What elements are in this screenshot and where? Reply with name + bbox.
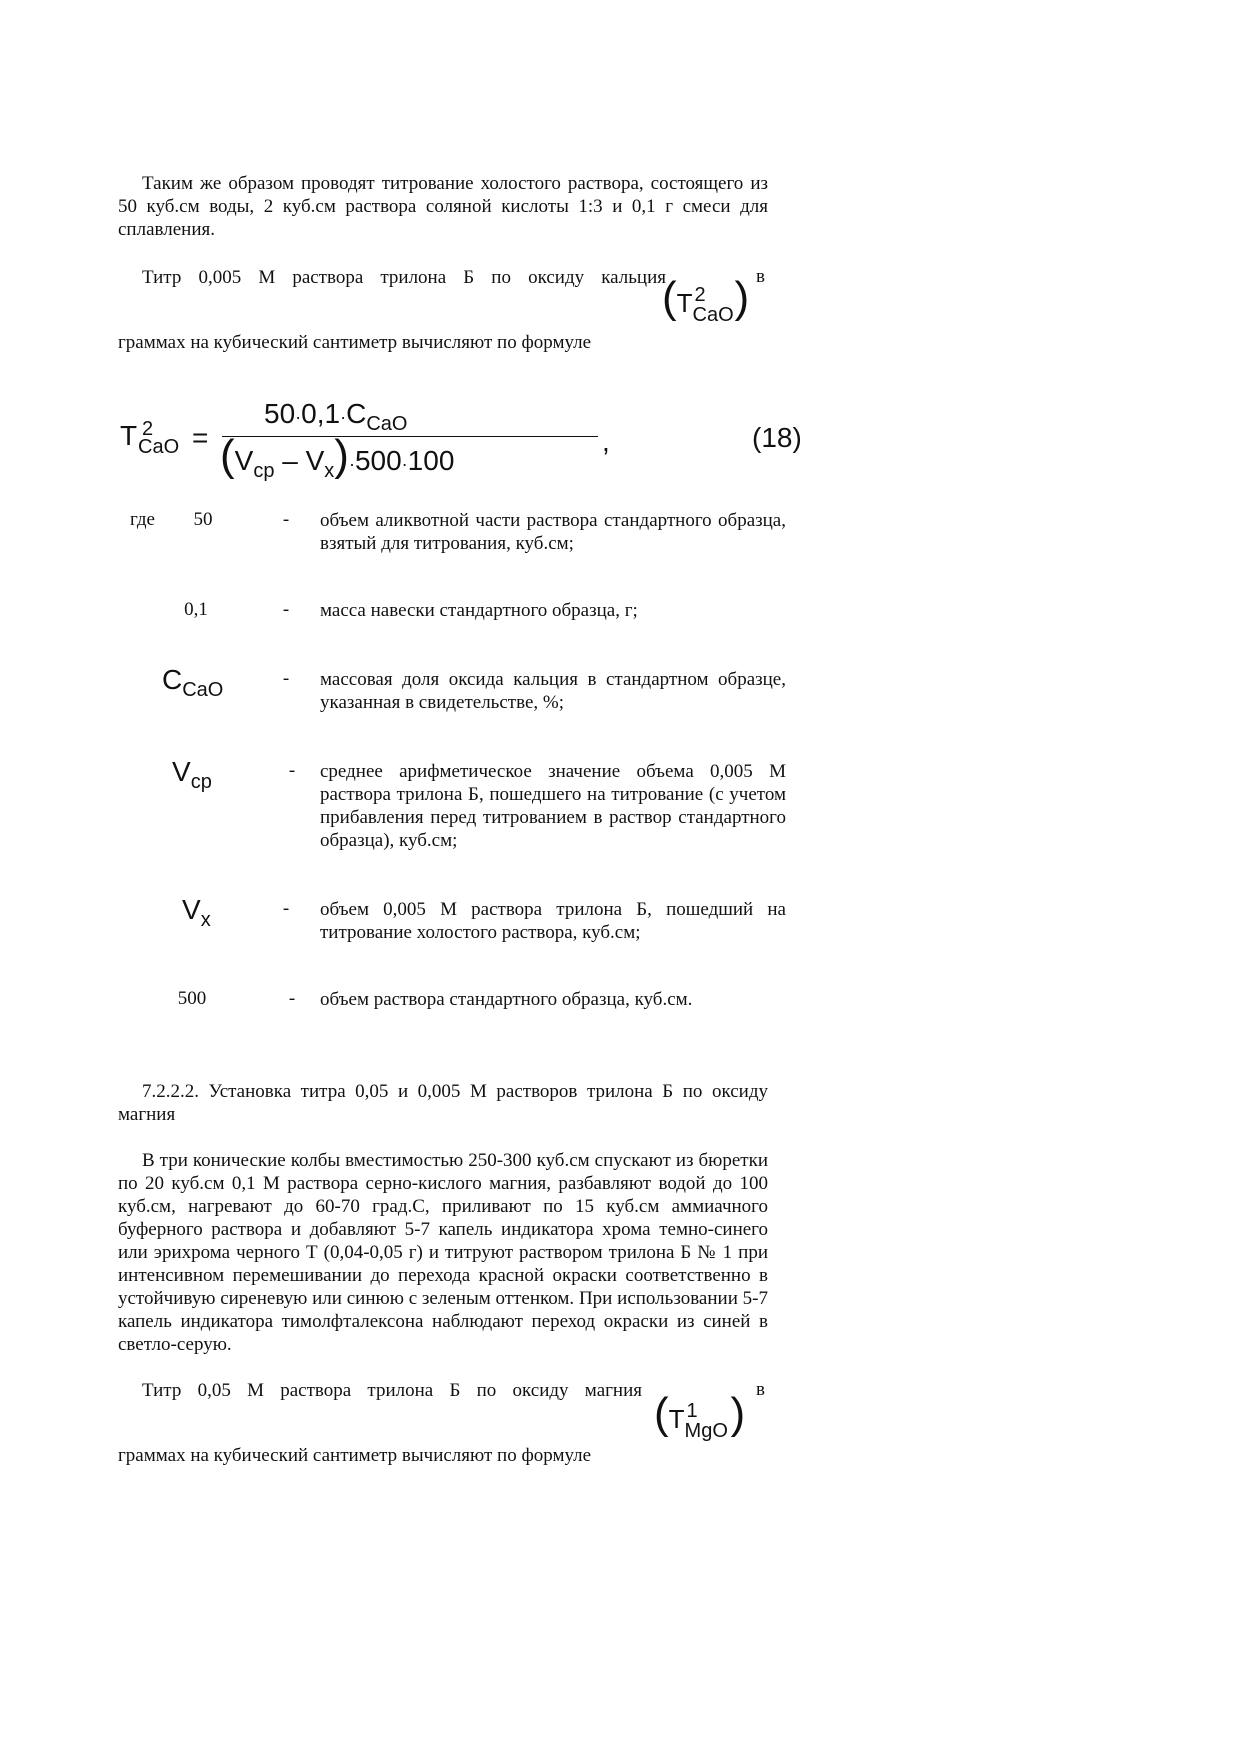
term-v-cp: Vcp <box>172 756 212 793</box>
term-dash: - <box>282 509 290 530</box>
titre-cao-lead: Титр 0,005 М раствора трилона Б по оксиду кальция <box>142 267 666 288</box>
desc-mass: масса навески стандартного образца, г; <box>320 600 638 621</box>
term-50: 50 <box>193 509 213 530</box>
where-label: где <box>130 509 155 530</box>
term-dash: - <box>282 599 290 620</box>
formula-denominator: (Vcp – Vx)·500·100 <box>220 431 455 482</box>
paragraph-procedure: В три конические колбы вместимостью 250-300 куб.см спускают из бюретки по 20 куб.см 0,1 М раствора серно-кислого магния, разбавляют водой до 100 куб.см, нагревают до 60-70 град.С, приливают по 15 куб.см аммиачного буферного раствора и добавляют 5-7 капель индикатора хрома темно-синего или эрихрома черного Т (0,04-0,05 г) и титруют раствором трилона Б № 1 при интенсивном перемешивании до перехода красной окраски соответственно в устойчивую сиреневую или синюю с зеленым оттенком. При использовании 5-7 капель индикатора тимолфталексона наблюдают переход окраски из синей в светло-серую. <box>118 1150 768 1355</box>
equation-number: (18) <box>752 422 802 453</box>
symbol-t1-mgo: (T 1 MgO ) <box>654 1389 746 1442</box>
term-dash: - <box>288 760 296 781</box>
superscript-2: 2 <box>694 284 706 306</box>
subscript-mgo: MgO <box>684 1420 728 1442</box>
word-in: в <box>756 266 765 287</box>
term-500: 500 <box>177 988 207 1009</box>
formula-lhs-sup: 2 <box>142 418 154 440</box>
titre-mgo-lead: Титр 0,05 М раствора трилона Б по оксиду магния <box>142 1380 642 1401</box>
term-0-1: 0,1 <box>184 599 208 620</box>
desc-v-x: объем 0,005 М раствора трилона Б, пошедший на титрование холостого раствора, куб.см; <box>320 899 786 943</box>
term-v-x: Vx <box>182 894 211 931</box>
term-dash: - <box>282 898 290 919</box>
formula-lhs: T <box>120 420 138 451</box>
subscript-cao: CaO <box>692 304 734 326</box>
superscript-1: 1 <box>686 1400 698 1422</box>
paragraph-tail: граммах на кубический сантиметр вычисляют по формуле <box>118 1445 592 1466</box>
formula-lhs-sub: CaO <box>138 436 180 458</box>
symbol-t: T <box>676 288 693 318</box>
symbol-t2-cao: (T 2 CaO ) <box>662 273 750 326</box>
desc-cao-fraction: массовая доля оксида кальция в стандартном образце, указанная в свидетельстве, %; <box>320 669 786 713</box>
desc-volume: объем раствора стандартного образца, куб.см. <box>320 989 693 1010</box>
section-heading-7-2-2-2: 7.2.2.2. Установка титра 0,05 и 0,005 М растворов трилона Б по оксиду магния <box>118 1081 768 1125</box>
formula-numerator: $50\cdot 0,1\cdot C_{CaO}$ <box>264 398 408 435</box>
desc-v-cp: среднее арифметическое значение объема 0,005 М раствора трилона Б, пошедшего на титрование (с учетом прибавления перед титрованием в раствор стандартного образца), куб.см; <box>320 761 786 851</box>
desc-aliquot: объем аликвотной части раствора стандартного образца, взятый для титрования, куб.см; <box>320 510 786 554</box>
paragraph-blank-titration <box>118 172 768 241</box>
formula-equals: = <box>192 422 209 453</box>
word-in: в <box>756 1379 765 1400</box>
term-c-cao: CCaO <box>162 664 224 701</box>
term-dash: - <box>288 988 296 1009</box>
paragraph-text: Таким же образом проводят титрование холостого раствора, состоящего из 50 куб.см воды, 2 куб.см раствора соляной кислоты 1:3 и 0,1 г смеси для сплавления. <box>118 173 768 240</box>
paragraph-tail: граммах на кубический сантиметр вычисляют по формуле <box>118 332 592 353</box>
formula-18 <box>120 398 820 508</box>
formula-comma: , <box>602 426 610 457</box>
term-dash: - <box>282 668 290 689</box>
